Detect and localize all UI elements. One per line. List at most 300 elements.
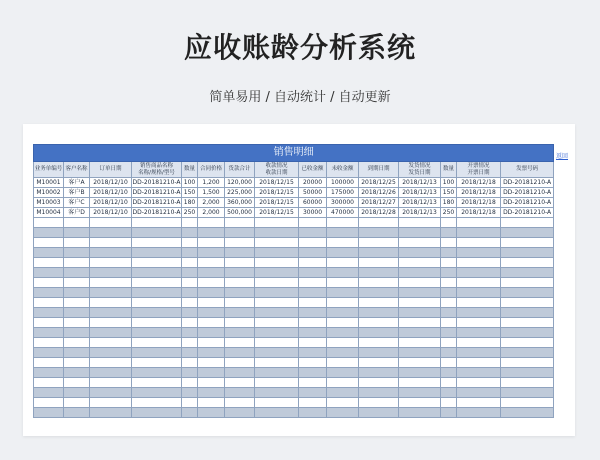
empty-cell[interactable] <box>299 288 327 298</box>
table-cell[interactable]: DD-20181210-A <box>501 188 554 198</box>
empty-cell[interactable] <box>34 368 64 378</box>
table-cell[interactable]: 180 <box>441 198 457 208</box>
empty-cell[interactable] <box>198 348 225 358</box>
empty-cell[interactable] <box>34 378 64 388</box>
empty-cell[interactable] <box>132 228 182 238</box>
empty-cell[interactable] <box>359 278 399 288</box>
empty-cell[interactable] <box>501 308 554 318</box>
table-cell[interactable]: 2018/12/18 <box>457 198 501 208</box>
table-cell[interactable]: DD-20181210-A <box>501 198 554 208</box>
empty-cell[interactable] <box>198 328 225 338</box>
empty-cell[interactable] <box>457 408 501 418</box>
empty-cell[interactable] <box>359 248 399 258</box>
empty-cell[interactable] <box>399 248 441 258</box>
empty-cell[interactable] <box>255 388 299 398</box>
table-cell[interactable]: 30000 <box>299 208 327 218</box>
empty-cell[interactable] <box>457 258 501 268</box>
empty-cell[interactable] <box>64 328 90 338</box>
empty-cell[interactable] <box>327 308 359 318</box>
empty-cell[interactable] <box>64 318 90 328</box>
empty-cell[interactable] <box>399 288 441 298</box>
table-cell[interactable]: 2018/12/15 <box>255 208 299 218</box>
empty-cell[interactable] <box>399 218 441 228</box>
empty-cell[interactable] <box>399 338 441 348</box>
table-cell[interactable]: 1,500 <box>198 188 225 198</box>
empty-cell[interactable] <box>441 228 457 238</box>
empty-cell[interactable] <box>182 398 198 408</box>
empty-cell[interactable] <box>327 318 359 328</box>
empty-cell[interactable] <box>501 288 554 298</box>
empty-cell[interactable] <box>225 238 255 248</box>
empty-cell[interactable] <box>299 328 327 338</box>
empty-cell[interactable] <box>90 328 132 338</box>
empty-cell[interactable] <box>132 278 182 288</box>
table-cell[interactable]: 500,000 <box>225 208 255 218</box>
empty-cell[interactable] <box>359 388 399 398</box>
empty-cell[interactable] <box>501 318 554 328</box>
empty-cell[interactable] <box>501 348 554 358</box>
empty-cell[interactable] <box>255 338 299 348</box>
back-link[interactable]: 返回 <box>556 153 569 160</box>
empty-cell[interactable] <box>399 228 441 238</box>
empty-cell[interactable] <box>399 388 441 398</box>
empty-cell[interactable] <box>327 368 359 378</box>
empty-cell[interactable] <box>198 218 225 228</box>
empty-cell[interactable] <box>255 218 299 228</box>
empty-cell[interactable] <box>90 308 132 318</box>
empty-cell[interactable] <box>225 358 255 368</box>
empty-cell[interactable] <box>441 338 457 348</box>
empty-cell[interactable] <box>34 408 64 418</box>
empty-cell[interactable] <box>255 328 299 338</box>
empty-cell[interactable] <box>359 378 399 388</box>
empty-cell[interactable] <box>399 368 441 378</box>
empty-cell[interactable] <box>441 248 457 258</box>
empty-cell[interactable] <box>255 248 299 258</box>
empty-cell[interactable] <box>299 238 327 248</box>
empty-cell[interactable] <box>327 298 359 308</box>
empty-cell[interactable] <box>457 298 501 308</box>
empty-cell[interactable] <box>441 278 457 288</box>
empty-cell[interactable] <box>399 298 441 308</box>
empty-cell[interactable] <box>34 278 64 288</box>
empty-cell[interactable] <box>457 388 501 398</box>
empty-cell[interactable] <box>441 298 457 308</box>
empty-cell[interactable] <box>64 238 90 248</box>
empty-cell[interactable] <box>457 328 501 338</box>
empty-cell[interactable] <box>299 268 327 278</box>
empty-cell[interactable] <box>327 258 359 268</box>
empty-cell[interactable] <box>90 278 132 288</box>
empty-cell[interactable] <box>182 288 198 298</box>
empty-cell[interactable] <box>255 408 299 418</box>
empty-cell[interactable] <box>359 288 399 298</box>
empty-cell[interactable] <box>34 308 64 318</box>
empty-cell[interactable] <box>198 248 225 258</box>
empty-cell[interactable] <box>457 398 501 408</box>
empty-cell[interactable] <box>225 408 255 418</box>
empty-cell[interactable] <box>441 358 457 368</box>
empty-cell[interactable] <box>225 278 255 288</box>
empty-cell[interactable] <box>457 238 501 248</box>
empty-cell[interactable] <box>359 238 399 248</box>
table-cell[interactable]: 2018/12/26 <box>359 188 399 198</box>
empty-cell[interactable] <box>255 358 299 368</box>
empty-cell[interactable] <box>90 318 132 328</box>
table-cell[interactable]: DD-20181210-A <box>132 189 181 196</box>
table-cell[interactable]: 50000 <box>299 188 327 198</box>
empty-cell[interactable] <box>327 398 359 408</box>
empty-cell[interactable] <box>90 378 132 388</box>
empty-cell[interactable] <box>132 218 182 228</box>
empty-cell[interactable] <box>299 408 327 418</box>
empty-cell[interactable] <box>441 398 457 408</box>
empty-cell[interactable] <box>90 268 132 278</box>
empty-cell[interactable] <box>225 308 255 318</box>
empty-cell[interactable] <box>327 328 359 338</box>
empty-cell[interactable] <box>327 388 359 398</box>
empty-cell[interactable] <box>299 308 327 318</box>
table-cell[interactable]: 150 <box>182 188 198 198</box>
empty-cell[interactable] <box>198 368 225 378</box>
table-cell[interactable]: 1,200 <box>198 178 225 188</box>
empty-cell[interactable] <box>64 358 90 368</box>
empty-cell[interactable] <box>182 218 198 228</box>
empty-cell[interactable] <box>399 278 441 288</box>
empty-cell[interactable] <box>501 328 554 338</box>
empty-cell[interactable] <box>64 308 90 318</box>
table-cell[interactable]: 2018/12/13 <box>399 208 441 218</box>
empty-cell[interactable] <box>132 298 182 308</box>
empty-cell[interactable] <box>34 228 64 238</box>
empty-cell[interactable] <box>255 318 299 328</box>
empty-cell[interactable] <box>359 348 399 358</box>
table-cell[interactable]: 2018/12/10 <box>90 188 132 198</box>
table-cell[interactable]: 225,000 <box>225 188 255 198</box>
empty-cell[interactable] <box>182 298 198 308</box>
empty-cell[interactable] <box>132 408 182 418</box>
empty-cell[interactable] <box>64 368 90 378</box>
empty-cell[interactable] <box>359 368 399 378</box>
empty-cell[interactable] <box>64 398 90 408</box>
empty-cell[interactable] <box>457 358 501 368</box>
empty-cell[interactable] <box>359 308 399 318</box>
empty-cell[interactable] <box>225 398 255 408</box>
empty-cell[interactable] <box>225 388 255 398</box>
empty-cell[interactable] <box>299 248 327 258</box>
empty-cell[interactable] <box>64 278 90 288</box>
table-cell[interactable]: 120,000 <box>225 178 255 188</box>
empty-cell[interactable] <box>327 268 359 278</box>
empty-cell[interactable] <box>90 368 132 378</box>
empty-cell[interactable] <box>457 318 501 328</box>
empty-cell[interactable] <box>132 258 182 268</box>
table-cell[interactable]: DD-20181210-A <box>132 199 181 206</box>
empty-cell[interactable] <box>299 258 327 268</box>
table-cell[interactable]: M10004 <box>34 208 64 218</box>
empty-cell[interactable] <box>90 248 132 258</box>
empty-cell[interactable] <box>182 328 198 338</box>
empty-cell[interactable] <box>255 378 299 388</box>
empty-cell[interactable] <box>34 248 64 258</box>
empty-cell[interactable] <box>64 348 90 358</box>
empty-cell[interactable] <box>359 228 399 238</box>
empty-cell[interactable] <box>132 268 182 278</box>
empty-cell[interactable] <box>182 378 198 388</box>
table-cell[interactable]: 2018/12/10 <box>90 198 132 208</box>
table-cell[interactable]: 2018/12/15 <box>255 198 299 208</box>
table-cell[interactable]: M10002 <box>34 188 64 198</box>
empty-cell[interactable] <box>198 388 225 398</box>
empty-cell[interactable] <box>225 338 255 348</box>
empty-cell[interactable] <box>399 238 441 248</box>
empty-cell[interactable] <box>441 388 457 398</box>
empty-cell[interactable] <box>198 268 225 278</box>
table-cell[interactable]: 250 <box>441 208 457 218</box>
empty-cell[interactable] <box>34 258 64 268</box>
table-cell[interactable]: 2018/12/27 <box>359 198 399 208</box>
table-cell[interactable]: DD-20181210-A <box>132 209 181 216</box>
empty-cell[interactable] <box>327 348 359 358</box>
empty-cell[interactable] <box>457 308 501 318</box>
empty-cell[interactable] <box>64 288 90 298</box>
empty-cell[interactable] <box>457 348 501 358</box>
table-cell[interactable]: 60000 <box>299 198 327 208</box>
empty-cell[interactable] <box>441 378 457 388</box>
table-cell[interactable]: DD-20181210-A <box>501 208 554 218</box>
empty-cell[interactable] <box>198 298 225 308</box>
empty-cell[interactable] <box>299 298 327 308</box>
empty-cell[interactable] <box>457 228 501 238</box>
empty-cell[interactable] <box>399 348 441 358</box>
empty-cell[interactable] <box>132 238 182 248</box>
empty-cell[interactable] <box>132 308 182 318</box>
table-cell[interactable]: 2018/12/15 <box>255 188 299 198</box>
table-cell[interactable]: 2018/12/18 <box>457 188 501 198</box>
empty-cell[interactable] <box>132 288 182 298</box>
empty-cell[interactable] <box>327 408 359 418</box>
empty-cell[interactable] <box>34 298 64 308</box>
empty-cell[interactable] <box>359 268 399 278</box>
empty-cell[interactable] <box>225 248 255 258</box>
empty-cell[interactable] <box>34 358 64 368</box>
empty-cell[interactable] <box>225 218 255 228</box>
empty-cell[interactable] <box>182 338 198 348</box>
empty-cell[interactable] <box>90 228 132 238</box>
empty-cell[interactable] <box>64 258 90 268</box>
empty-cell[interactable] <box>34 348 64 358</box>
empty-cell[interactable] <box>441 408 457 418</box>
table-cell[interactable]: 2,000 <box>198 208 225 218</box>
empty-cell[interactable] <box>182 308 198 318</box>
empty-cell[interactable] <box>182 388 198 398</box>
empty-cell[interactable] <box>299 398 327 408</box>
empty-cell[interactable] <box>225 318 255 328</box>
empty-cell[interactable] <box>255 368 299 378</box>
table-cell[interactable]: M10003 <box>34 198 64 208</box>
empty-cell[interactable] <box>198 358 225 368</box>
empty-cell[interactable] <box>198 398 225 408</box>
empty-cell[interactable] <box>501 338 554 348</box>
empty-cell[interactable] <box>441 288 457 298</box>
empty-cell[interactable] <box>225 228 255 238</box>
empty-cell[interactable] <box>501 378 554 388</box>
empty-cell[interactable] <box>399 408 441 418</box>
table-cell[interactable]: 2018/12/13 <box>399 178 441 188</box>
empty-cell[interactable] <box>90 288 132 298</box>
empty-cell[interactable] <box>299 348 327 358</box>
empty-cell[interactable] <box>255 228 299 238</box>
empty-cell[interactable] <box>441 348 457 358</box>
empty-cell[interactable] <box>441 368 457 378</box>
empty-cell[interactable] <box>34 328 64 338</box>
empty-cell[interactable] <box>457 378 501 388</box>
empty-cell[interactable] <box>501 298 554 308</box>
empty-cell[interactable] <box>182 358 198 368</box>
empty-cell[interactable] <box>198 378 225 388</box>
empty-cell[interactable] <box>225 298 255 308</box>
empty-cell[interactable] <box>225 288 255 298</box>
empty-cell[interactable] <box>132 388 182 398</box>
empty-cell[interactable] <box>327 248 359 258</box>
empty-cell[interactable] <box>34 388 64 398</box>
empty-cell[interactable] <box>299 218 327 228</box>
empty-cell[interactable] <box>90 348 132 358</box>
empty-cell[interactable] <box>457 288 501 298</box>
table-cell[interactable]: 175000 <box>327 188 359 198</box>
empty-cell[interactable] <box>198 338 225 348</box>
empty-cell[interactable] <box>299 358 327 368</box>
empty-cell[interactable] <box>255 308 299 318</box>
empty-cell[interactable] <box>182 278 198 288</box>
empty-cell[interactable] <box>132 338 182 348</box>
empty-cell[interactable] <box>457 218 501 228</box>
empty-cell[interactable] <box>441 268 457 278</box>
empty-cell[interactable] <box>501 248 554 258</box>
empty-cell[interactable] <box>198 238 225 248</box>
empty-cell[interactable] <box>441 308 457 318</box>
empty-cell[interactable] <box>501 218 554 228</box>
empty-cell[interactable] <box>182 268 198 278</box>
empty-cell[interactable] <box>64 408 90 418</box>
empty-cell[interactable] <box>255 348 299 358</box>
empty-cell[interactable] <box>359 338 399 348</box>
empty-cell[interactable] <box>441 258 457 268</box>
empty-cell[interactable] <box>441 328 457 338</box>
empty-cell[interactable] <box>182 258 198 268</box>
table-cell[interactable]: 180 <box>182 198 198 208</box>
empty-cell[interactable] <box>457 368 501 378</box>
empty-cell[interactable] <box>501 228 554 238</box>
table-cell[interactable]: 470000 <box>327 208 359 218</box>
empty-cell[interactable] <box>90 398 132 408</box>
empty-cell[interactable] <box>359 328 399 338</box>
empty-cell[interactable] <box>225 378 255 388</box>
empty-cell[interactable] <box>399 268 441 278</box>
empty-cell[interactable] <box>182 238 198 248</box>
empty-cell[interactable] <box>34 268 64 278</box>
empty-cell[interactable] <box>225 348 255 358</box>
table-cell[interactable]: 2018/12/28 <box>359 208 399 218</box>
empty-cell[interactable] <box>501 238 554 248</box>
empty-cell[interactable] <box>359 398 399 408</box>
empty-cell[interactable] <box>327 238 359 248</box>
empty-cell[interactable] <box>359 358 399 368</box>
empty-cell[interactable] <box>132 368 182 378</box>
empty-cell[interactable] <box>327 358 359 368</box>
table-cell[interactable]: 2,000 <box>198 198 225 208</box>
empty-cell[interactable] <box>90 338 132 348</box>
empty-cell[interactable] <box>225 368 255 378</box>
empty-cell[interactable] <box>182 368 198 378</box>
empty-cell[interactable] <box>399 378 441 388</box>
empty-cell[interactable] <box>34 218 64 228</box>
table-cell[interactable]: 客户A <box>64 178 90 188</box>
empty-cell[interactable] <box>399 258 441 268</box>
empty-cell[interactable] <box>501 398 554 408</box>
empty-cell[interactable] <box>441 238 457 248</box>
empty-cell[interactable] <box>64 228 90 238</box>
empty-cell[interactable] <box>501 368 554 378</box>
empty-cell[interactable] <box>501 278 554 288</box>
empty-cell[interactable] <box>225 328 255 338</box>
empty-cell[interactable] <box>501 358 554 368</box>
table-cell[interactable]: 100 <box>182 178 198 188</box>
empty-cell[interactable] <box>255 298 299 308</box>
empty-cell[interactable] <box>198 308 225 318</box>
empty-cell[interactable] <box>64 378 90 388</box>
empty-cell[interactable] <box>255 268 299 278</box>
empty-cell[interactable] <box>359 258 399 268</box>
empty-cell[interactable] <box>299 388 327 398</box>
empty-cell[interactable] <box>132 248 182 258</box>
empty-cell[interactable] <box>198 278 225 288</box>
empty-cell[interactable] <box>457 268 501 278</box>
empty-cell[interactable] <box>34 238 64 248</box>
empty-cell[interactable] <box>64 298 90 308</box>
empty-cell[interactable] <box>327 288 359 298</box>
empty-cell[interactable] <box>299 278 327 288</box>
table-cell[interactable]: 客户D <box>64 208 90 218</box>
empty-cell[interactable] <box>327 228 359 238</box>
table-cell[interactable]: 2018/12/13 <box>399 188 441 198</box>
empty-cell[interactable] <box>457 338 501 348</box>
empty-cell[interactable] <box>399 308 441 318</box>
empty-cell[interactable] <box>34 288 64 298</box>
empty-cell[interactable] <box>90 218 132 228</box>
empty-cell[interactable] <box>457 278 501 288</box>
empty-cell[interactable] <box>399 398 441 408</box>
empty-cell[interactable] <box>182 348 198 358</box>
empty-cell[interactable] <box>64 268 90 278</box>
empty-cell[interactable] <box>132 378 182 388</box>
empty-cell[interactable] <box>359 218 399 228</box>
empty-cell[interactable] <box>299 338 327 348</box>
empty-cell[interactable] <box>255 238 299 248</box>
empty-cell[interactable] <box>198 408 225 418</box>
empty-cell[interactable] <box>198 318 225 328</box>
empty-cell[interactable] <box>327 278 359 288</box>
table-cell[interactable]: 2018/12/18 <box>457 208 501 218</box>
empty-cell[interactable] <box>359 298 399 308</box>
empty-cell[interactable] <box>132 318 182 328</box>
empty-cell[interactable] <box>90 298 132 308</box>
empty-cell[interactable] <box>198 288 225 298</box>
empty-cell[interactable] <box>399 328 441 338</box>
empty-cell[interactable] <box>327 338 359 348</box>
empty-cell[interactable] <box>359 318 399 328</box>
empty-cell[interactable] <box>255 278 299 288</box>
